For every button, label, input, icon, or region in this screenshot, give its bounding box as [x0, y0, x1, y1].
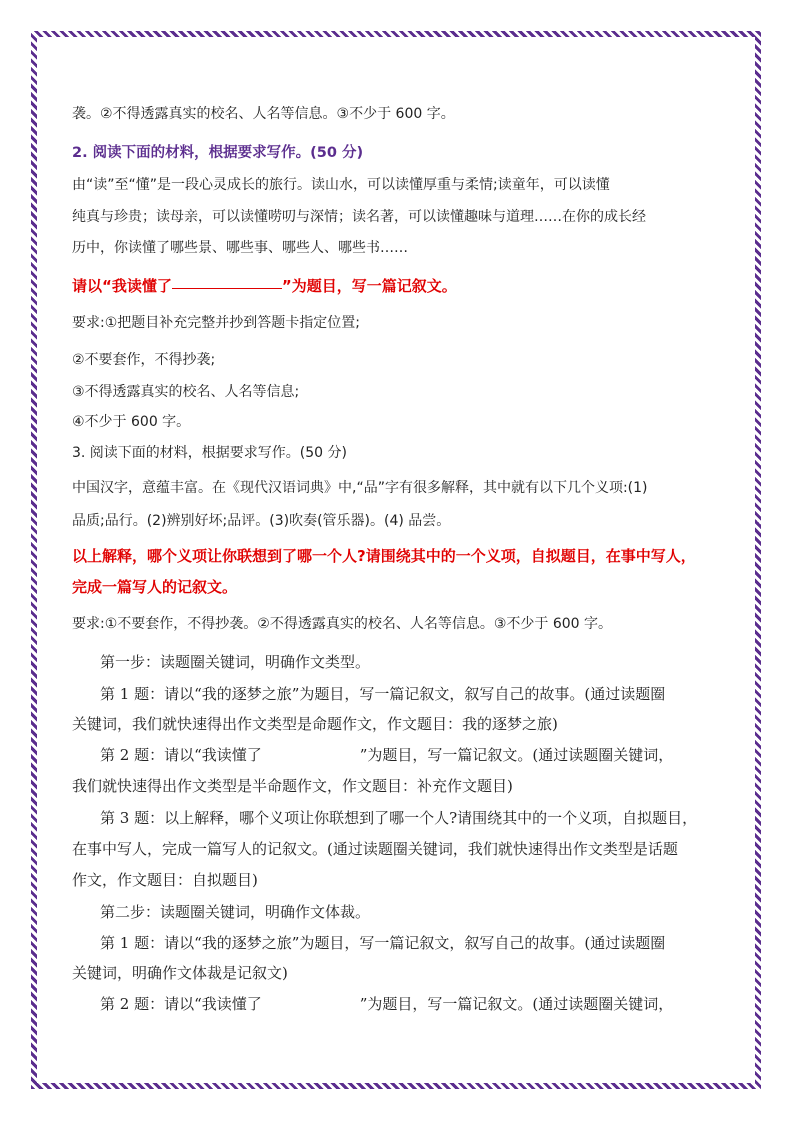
step-1-heading: 第一步：读题圈关键词，明确作文类型。 [100, 653, 371, 671]
paragraph-line: 关键词，我们就快速得出作文类型是命题作文，作文题目：我的逐梦之旅) [72, 715, 558, 733]
requirement: ③不得透露真实的校名、人名等信息; [72, 384, 300, 400]
requirement: ②不要套作，不得抄袭; [72, 352, 216, 368]
paragraph-line: 第 3 题：以上解释，哪个义项让你联想到了哪一个人?请围绕其中的一个义项，自拟题目， [100, 809, 698, 827]
requirement: 要求:①把题目补充完整并抄到答题卡指定位置; [72, 315, 360, 331]
question-3-prompt: 以上解释，哪个义项让你联想到了哪一个人?请围绕其中的一个义项，自拟题目，在事中写人， [72, 547, 696, 565]
paragraph-text: 第 2 题：请以“我读懂了 [100, 995, 262, 1013]
paragraph-text: ”为题目，写一篇记叙文。(通过读题圈关键词， [359, 995, 674, 1013]
paragraph-line [100, 745, 673, 765]
question-3-prompt: 完成一篇写人的记叙文。 [72, 578, 238, 596]
text-line: 袭。②不得透露真实的校名、人名等信息。③不少于 600 字。 [72, 106, 455, 122]
paragraph-line: 作文，作文题目：自拟题目) [72, 871, 258, 889]
text-line: 纯真与珍贵；读母亲，可以读懂唠叨与深情；读名著，可以读懂趣味与道理……在你的成长经 [72, 209, 646, 225]
text-line: 历中，你读懂了哪些景、哪些事、哪些人、哪些书…… [72, 240, 408, 256]
prompt-text: 请以“我读懂了 [72, 277, 172, 295]
text-line: 由“读”至“懂”是一段心灵成长的旅行。读山水，可以读懂厚重与柔情;读童年，可以读懂 [72, 177, 610, 193]
question-2-heading: 2. 阅读下面的材料，根据要求写作。(50 分) [72, 145, 364, 161]
paragraph-line: 第 1 题：请以“我的逐梦之旅”为题目，写一篇记叙文，叙写自己的故事。(通过读题圈 [100, 934, 666, 952]
paragraph-line: 我们就快速得出作文类型是半命题作文，作文题目：补充作文题目) [72, 777, 513, 795]
title-blank [172, 287, 282, 289]
paragraph-text: 第 2 题：请以“我读懂了 [100, 746, 262, 764]
question-3-heading: 3. 阅读下面的材料，根据要求写作。(50 分) [72, 445, 347, 461]
paragraph-text: ”为题目，写一篇记叙文。(通过读题圈关键词， [359, 746, 674, 764]
paragraph-line: 第 1 题：请以“我的逐梦之旅”为题目，写一篇记叙文，叙写自己的故事。(通过读题圈 [100, 685, 666, 703]
question-2-prompt [72, 276, 457, 296]
step-2-heading: 第二步：读题圈关键词，明确作文体裁。 [100, 903, 371, 921]
paragraph-line: 关键词，明确作文体裁是记叙文) [72, 964, 288, 982]
paragraph-line [100, 994, 673, 1014]
requirement: ④不少于 600 字。 [72, 414, 191, 430]
requirement: 要求:①不要套作，不得抄袭。②不得透露真实的校名、人名等信息。③不少于 600 字。 [72, 616, 612, 632]
text-line: 中国汉字，意蕴丰富。在《现代汉语词典》中,“品”字有很多解释，其中就有以下几个义项:(1) [72, 480, 648, 496]
prompt-text: ”为题目，写一篇记叙文。 [281, 277, 457, 295]
paragraph-line: 在事中写人，完成一篇写人的记叙文。(通过读题圈关键词，我们就快速得出作文类型是话题 [72, 840, 678, 858]
text-line: 品质;品行。(2)辨别好坏;品评。(3)吹奏(管乐器)。(4) 品尝。 [72, 513, 451, 529]
